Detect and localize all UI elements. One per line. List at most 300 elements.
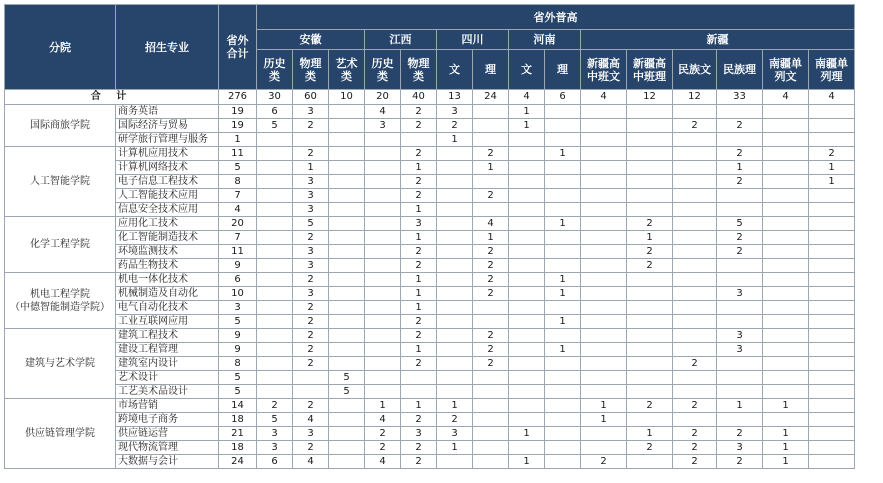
quota-cell: 2 [673,455,717,469]
quota-cell [717,259,763,273]
total-cell: 4 [509,90,545,105]
quota-cell: 5 [329,371,365,385]
quota-cell [293,385,329,399]
quota-cell: 1 [545,273,581,287]
quota-cell: 2 [673,441,717,455]
quota-cell [473,119,509,133]
quota-cell [717,357,763,371]
major-name: 药品生物技术 [116,259,219,273]
quota-cell [809,203,855,217]
quota-cell [545,161,581,175]
quota-cell [763,343,809,357]
quota-cell [581,343,627,357]
quota-cell [763,357,809,371]
quota-cell [809,105,855,119]
quota-cell: 1 [581,413,627,427]
quota-cell: 3 [293,287,329,301]
quota-cell: 3 [257,441,293,455]
quota-cell: 1 [401,203,437,217]
quota-cell [509,203,545,217]
table-row [5,231,855,245]
quota-cell [627,203,673,217]
quota-cell [581,273,627,287]
row-total-cell: 9 [219,329,257,343]
quota-cell: 5 [257,119,293,133]
quota-cell [581,301,627,315]
quota-cell: 2 [293,231,329,245]
quota-cell [365,357,401,371]
quota-cell: 2 [673,399,717,413]
quota-cell: 4 [365,413,401,427]
college-name: 化学工程学院 [5,217,116,273]
quota-cell: 1 [809,161,855,175]
quota-cell: 2 [627,217,673,231]
quota-cell: 2 [627,259,673,273]
total-cell: 4 [809,90,855,105]
quota-cell: 2 [401,245,437,259]
table-row [5,203,855,217]
table-row [5,119,855,133]
quota-cell: 3 [293,175,329,189]
total-cell: 4 [581,90,627,105]
quota-cell [673,231,717,245]
header-province-xinjiang: 新疆 [581,30,855,50]
quota-cell [673,105,717,119]
quota-cell [673,175,717,189]
total-cell: 10 [329,90,365,105]
quota-cell [509,175,545,189]
quota-cell [717,413,763,427]
table-row [5,455,855,469]
total-cell: 12 [627,90,673,105]
quota-cell [581,259,627,273]
row-total-cell: 5 [219,161,257,175]
table-row [5,105,855,119]
quota-cell [437,189,473,203]
quota-cell: 2 [673,427,717,441]
quota-cell [627,147,673,161]
quota-cell: 2 [673,119,717,133]
quota-cell [329,287,365,301]
quota-cell [763,287,809,301]
quota-cell: 1 [401,273,437,287]
quota-cell: 1 [545,343,581,357]
quota-cell: 2 [293,147,329,161]
quota-cell: 1 [717,399,763,413]
quota-cell: 3 [293,203,329,217]
quota-cell: 3 [717,287,763,301]
major-name: 建筑室内设计 [116,357,219,371]
quota-cell [437,217,473,231]
quota-cell: 2 [627,441,673,455]
quota-cell [509,273,545,287]
quota-cell [257,371,293,385]
major-name: 人工智能技术应用 [116,189,219,203]
total-cell: 24 [473,90,509,105]
quota-cell [717,189,763,203]
quota-cell [257,133,293,147]
quota-cell [763,147,809,161]
row-total-cell: 9 [219,259,257,273]
quota-cell [473,175,509,189]
table-row [5,441,855,455]
major-name: 计算机网络技术 [116,161,219,175]
subheader-cell: 民族文 [673,50,717,90]
quota-cell [627,329,673,343]
quota-cell: 3 [293,259,329,273]
subheader-cell: 物理 类 [401,50,437,90]
quota-cell [545,175,581,189]
quota-cell [437,161,473,175]
quota-cell [809,385,855,399]
quota-cell: 3 [293,189,329,203]
quota-cell [365,189,401,203]
college-name: 供应链管理学院 [5,399,116,469]
quota-cell: 2 [473,343,509,357]
quota-cell: 6 [257,105,293,119]
row-total-cell: 8 [219,357,257,371]
major-name: 研学旅行管理与服务 [116,133,219,147]
quota-cell [581,119,627,133]
quota-cell: 2 [717,245,763,259]
quota-cell [257,315,293,329]
quota-cell [627,273,673,287]
quota-cell [365,301,401,315]
table-row [5,371,855,385]
row-total-cell: 8 [219,175,257,189]
quota-cell: 1 [545,217,581,231]
quota-cell: 1 [401,161,437,175]
major-name: 信息安全技术应用 [116,203,219,217]
quota-cell [717,385,763,399]
quota-cell [365,231,401,245]
quota-cell [329,217,365,231]
quota-cell: 1 [627,231,673,245]
quota-cell [437,259,473,273]
quota-cell [473,427,509,441]
quota-cell: 1 [717,161,763,175]
major-name: 电气自动化技术 [116,301,219,315]
quota-cell [257,245,293,259]
row-total-cell: 5 [219,385,257,399]
quota-cell [673,259,717,273]
table-row [5,287,855,301]
row-total-cell: 7 [219,231,257,245]
quota-cell [473,385,509,399]
quota-cell [763,189,809,203]
quota-cell [673,147,717,161]
quota-cell [329,119,365,133]
quota-cell [763,413,809,427]
quota-cell: 1 [437,441,473,455]
college-name: 建筑与艺术学院 [5,329,116,399]
quota-cell [509,189,545,203]
quota-cell: 2 [401,357,437,371]
row-total-cell: 19 [219,119,257,133]
quota-cell: 1 [627,427,673,441]
quota-cell: 2 [473,357,509,371]
quota-cell [763,217,809,231]
quota-cell [401,385,437,399]
major-name: 电子信息工程技术 [116,175,219,189]
quota-cell [257,343,293,357]
quota-cell: 1 [763,427,809,441]
quota-cell [473,301,509,315]
quota-cell: 4 [293,455,329,469]
subheader-cell: 文 [437,50,473,90]
quota-cell [329,399,365,413]
quota-cell [257,287,293,301]
quota-cell: 2 [473,287,509,301]
total-cell: 276 [219,90,257,105]
subheader-cell: 历史 类 [257,50,293,90]
quota-cell: 1 [545,315,581,329]
quota-cell [763,315,809,329]
quota-cell [437,287,473,301]
quota-cell [293,133,329,147]
quota-cell [581,357,627,371]
quota-cell: 4 [365,455,401,469]
quota-cell [437,371,473,385]
quota-cell [763,259,809,273]
major-name: 艺术设计 [116,371,219,385]
quota-cell [329,175,365,189]
total-cell: 12 [673,90,717,105]
subheader-cell: 新疆高 中班文 [581,50,627,90]
quota-cell: 2 [401,105,437,119]
quota-cell [329,161,365,175]
header-province-anhui: 安徽 [257,30,365,50]
quota-cell [581,329,627,343]
quota-cell [365,161,401,175]
quota-cell: 1 [365,399,401,413]
quota-cell: 2 [437,413,473,427]
total-cell: 30 [257,90,293,105]
quota-cell [673,385,717,399]
quota-cell: 3 [293,427,329,441]
quota-cell [329,231,365,245]
quota-cell [809,399,855,413]
quota-cell [673,217,717,231]
quota-cell [545,427,581,441]
total-cell: 20 [365,90,401,105]
quota-cell: 3 [257,427,293,441]
quota-cell [627,301,673,315]
quota-cell [437,175,473,189]
quota-cell [673,133,717,147]
quota-cell [545,105,581,119]
quota-cell: 1 [401,343,437,357]
quota-cell [763,133,809,147]
quota-cell [581,371,627,385]
quota-cell [809,329,855,343]
total-cell: 6 [545,90,581,105]
quota-cell: 2 [293,399,329,413]
quota-cell [509,385,545,399]
total-row [5,90,855,105]
quota-cell [365,315,401,329]
quota-cell: 2 [293,273,329,287]
quota-cell [581,385,627,399]
quota-cell [581,441,627,455]
quota-cell [763,175,809,189]
quota-cell [545,245,581,259]
quota-cell [627,357,673,371]
quota-cell [509,329,545,343]
quota-cell [365,259,401,273]
quota-cell [545,357,581,371]
quota-cell: 2 [473,259,509,273]
total-cell: 33 [717,90,763,105]
quota-cell [809,189,855,203]
quota-cell [809,413,855,427]
quota-cell: 1 [763,441,809,455]
quota-cell [365,371,401,385]
subheader-cell: 理 [473,50,509,90]
quota-cell [673,189,717,203]
major-name: 工艺美术品设计 [116,385,219,399]
quota-cell [437,357,473,371]
quota-cell [717,371,763,385]
quota-cell [257,231,293,245]
quota-cell [809,273,855,287]
subheader-cell: 民族理 [717,50,763,90]
quota-cell: 2 [257,399,293,413]
quota-cell: 2 [365,427,401,441]
quota-cell [763,203,809,217]
quota-cell: 2 [293,441,329,455]
quota-cell: 2 [293,315,329,329]
quota-cell [809,357,855,371]
major-name: 机电一体化技术 [116,273,219,287]
quota-cell: 2 [473,273,509,287]
table-row [5,175,855,189]
quota-cell [509,357,545,371]
quota-cell [437,273,473,287]
row-total-cell: 3 [219,301,257,315]
subheader-cell: 南疆单 列文 [763,50,809,90]
quota-cell: 2 [717,231,763,245]
quota-cell [627,385,673,399]
quota-cell [717,133,763,147]
quota-cell: 3 [401,427,437,441]
quota-cell [509,287,545,301]
quota-cell [257,357,293,371]
quota-cell [581,315,627,329]
quota-cell [509,259,545,273]
subheader-cell: 文 [509,50,545,90]
quota-cell [673,315,717,329]
major-name: 建设工程管理 [116,343,219,357]
quota-cell: 2 [293,343,329,357]
quota-cell [437,385,473,399]
table-row [5,245,855,259]
quota-cell: 2 [473,189,509,203]
quota-cell [717,301,763,315]
quota-cell: 1 [509,427,545,441]
quota-cell [673,343,717,357]
row-total-cell: 14 [219,399,257,413]
header-outside-total: 省外 合计 [219,5,257,90]
quota-cell [673,287,717,301]
quota-cell [365,385,401,399]
quota-cell [809,119,855,133]
college-name: 机电工程学院 （中德智能制造学院） [5,273,116,329]
quota-cell: 2 [717,175,763,189]
major-name: 应用化工技术 [116,217,219,231]
quota-cell [473,413,509,427]
quota-cell [809,301,855,315]
quota-cell [763,329,809,343]
quota-cell [809,217,855,231]
quota-cell [673,301,717,315]
quota-cell [473,105,509,119]
quota-cell: 3 [437,427,473,441]
quota-cell [329,133,365,147]
quota-cell [437,231,473,245]
quota-cell [365,203,401,217]
quota-cell [545,413,581,427]
quota-cell: 2 [581,455,627,469]
quota-cell [509,161,545,175]
quota-cell [763,119,809,133]
quota-cell [437,147,473,161]
quota-cell [509,399,545,413]
quota-cell [473,399,509,413]
quota-cell [509,371,545,385]
quota-cell [627,371,673,385]
quota-cell: 2 [473,245,509,259]
quota-cell: 2 [717,119,763,133]
header-province-jiangxi: 江西 [365,30,437,50]
total-cell: 13 [437,90,473,105]
major-name: 市场营销 [116,399,219,413]
quota-cell [257,161,293,175]
quota-cell: 3 [717,329,763,343]
quota-cell: 1 [401,301,437,315]
quota-cell: 2 [401,175,437,189]
quota-cell: 1 [545,147,581,161]
quota-cell: 2 [401,259,437,273]
quota-cell: 2 [473,329,509,343]
quota-cell [809,371,855,385]
quota-cell [473,133,509,147]
quota-cell [257,203,293,217]
total-label: 合 计 [5,90,219,105]
quota-cell [329,343,365,357]
quota-cell: 3 [437,105,473,119]
quota-cell [473,371,509,385]
quota-cell: 5 [257,413,293,427]
row-total-cell: 19 [219,105,257,119]
quota-cell: 2 [293,301,329,315]
quota-cell: 2 [401,147,437,161]
row-total-cell: 24 [219,455,257,469]
major-name: 化工智能制造技术 [116,231,219,245]
quota-cell: 1 [473,231,509,245]
quota-cell [673,413,717,427]
quota-cell [257,385,293,399]
quota-cell: 2 [717,427,763,441]
quota-cell: 2 [473,147,509,161]
quota-cell [473,455,509,469]
quota-cell [509,133,545,147]
quota-cell: 1 [763,399,809,413]
row-total-cell: 5 [219,315,257,329]
table-header [5,5,855,90]
row-total-cell: 20 [219,217,257,231]
quota-cell [437,245,473,259]
